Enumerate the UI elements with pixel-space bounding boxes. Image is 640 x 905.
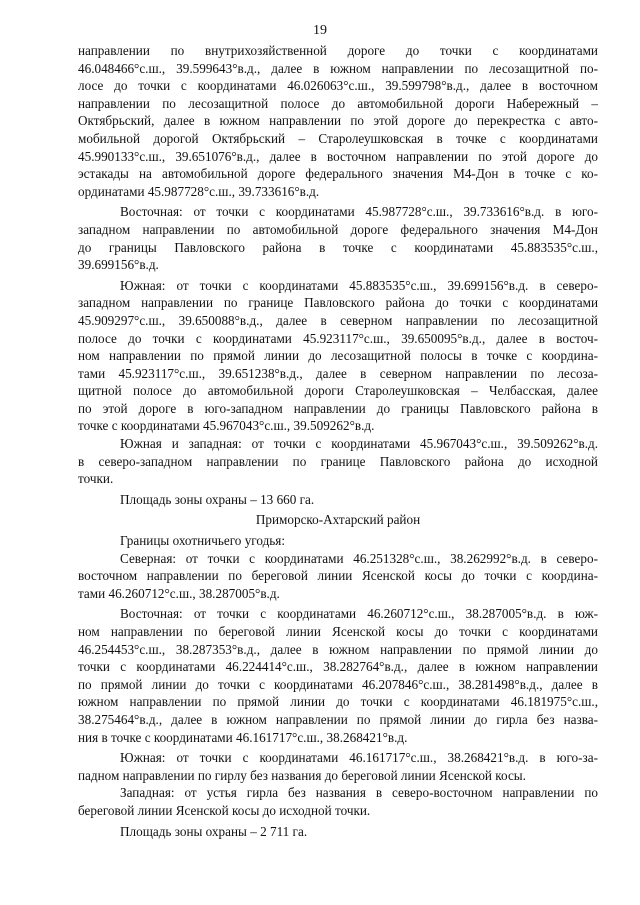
document-body (78, 42, 598, 840)
text-line: Западная: от устья гирла без названия в северо-восточном направлении по (120, 785, 598, 801)
text-line: ном направлении по прямой линии до лесозащитной полосы в точке с координа- (78, 348, 598, 364)
text-line: полосе до точки с координатами 45.923117°с.ш., 39.650095°в.д., далее в восточ- (78, 330, 598, 346)
section-heading: Приморско-Ахтарский район (255, 512, 421, 528)
text-line: по этой дороге в юго-западном направлении до границы Павловского района в (78, 400, 598, 416)
text-line: Границы охотничьего угодья: (120, 533, 286, 549)
text-line: направлении по внутрихозяйственной дороге до точки с координатами (78, 43, 598, 58)
text-line: 45.909297°с.ш., 39.650088°в.д., далее в северном направлении по лесозащитной (78, 312, 598, 328)
text-line: в северо-западном направлении по границе Павловского района до исходной (78, 453, 598, 469)
text-line: щитной полосе до автомобильной дороги Старолеушковская – Челбасская, далее (78, 383, 598, 399)
text-line: Северная: от точки с координатами 46.251328°с.ш., 38.262992°в.д. в северо- (120, 550, 598, 566)
text-line: ном направлении по береговой линии Ясенской косы до точки с координатами (78, 624, 598, 639)
text-line: западном направлении по автомобильной дороге федерального значения М4-Дон (78, 221, 598, 237)
text-line: ния в точке с координатами 46.161717°с.ш., 38.268421°в.д. (78, 729, 408, 745)
text-line: лосе до точки с координатами 46.026063°с.ш., 39.599798°в.д., далее в восточном (78, 78, 598, 94)
text-line: Октябрьский, далее в южном направлении по этой дороге до перекрестка с авто- (78, 113, 598, 129)
text-line: ординатами 45.987728°с.ш., 39.733616°в.д. (78, 183, 320, 199)
text-line: Южная и западная: от точки с координатами 45.967043°с.ш., 39.509262°в.д. (120, 436, 598, 452)
text-line: южном направлении по прямой линии до точки с координатами 46.181975°с.ш., (78, 694, 598, 710)
page-number: 19 (313, 23, 327, 38)
text-line: тами 46.260712°с.ш., 38.287005°в.д. (78, 585, 280, 601)
text-line: по прямой линии до точки с координатами 46.207846°с.ш., 38.281498°в.д., далее в (78, 676, 598, 692)
text-line: Площадь зоны охраны – 13 660 га. (120, 491, 315, 507)
text-line: мобильной дорогой Октябрьский – Старолеушковская в точке с координатами (78, 130, 598, 146)
text-line: точки. (78, 471, 114, 487)
text-line: точки с координатами 46.224414°с.ш., 38.282764°в.д., далее в южном направлении (78, 659, 598, 675)
text-line: направлении по лесозащитной полосе до автомобильной дороги Набережный – (78, 95, 598, 111)
text-line: 46.254453°с.ш., 38.287353°в.д., далее в южном направлении по прямой линии до (78, 641, 598, 657)
text-line: тами 45.923117°с.ш., 39.651238°в.д., далее в северном направлении по лесоза- (78, 365, 598, 381)
text-line: 46.048466°с.ш., 39.599643°в.д., далее в южном направлении по лесозащитной по- (78, 60, 598, 76)
text-line: Восточная: от точки с координатами 46.260712°с.ш., 38.287005°в.д. в юж- (120, 606, 598, 622)
text-line: Восточная: от точки с координатами 45.987728°с.ш., 39.733616°в.д. в юго- (120, 204, 598, 220)
text-line: до границы Павловского района в точке с координатами 45.883535°с.ш., (78, 239, 598, 255)
text-line: береговой линии Ясенской косы до исходной точки. (78, 802, 371, 818)
text-line: восточном направлении по береговой линии Ясенской косы до точки с координа- (78, 568, 598, 584)
text-line: падном направлении по гирлу без названия до береговой линии Ясенской косы. (78, 767, 526, 783)
text-line: западном направлении по границе Павловского района до точки с координатами (78, 295, 598, 311)
text-line: 38.275464°в.д., далее в южном направлении по прямой линии до гирла без назва- (78, 711, 598, 727)
text-line: Южная: от точки с координатами 45.883535°с.ш., 39.699156°в.д. в северо- (120, 277, 598, 293)
text-line: 45.990133°с.ш., 39.651076°в.д., далее в восточном направлении по этой дороге до (78, 148, 598, 164)
text-line: Площадь зоны охраны – 2 711 га. (120, 823, 308, 839)
text-line: точке с координатами 45.967043°с.ш., 39.509262°в.д. (78, 418, 375, 434)
text-line: эстакады на автомобильной дороге федерального значения М4-Дон в точке с ко- (78, 166, 598, 182)
text-line: Южная: от точки с координатами 46.161717°с.ш., 38.268421°в.д. в юго-за- (120, 750, 598, 766)
text-line: 39.699156°в.д. (78, 257, 159, 273)
